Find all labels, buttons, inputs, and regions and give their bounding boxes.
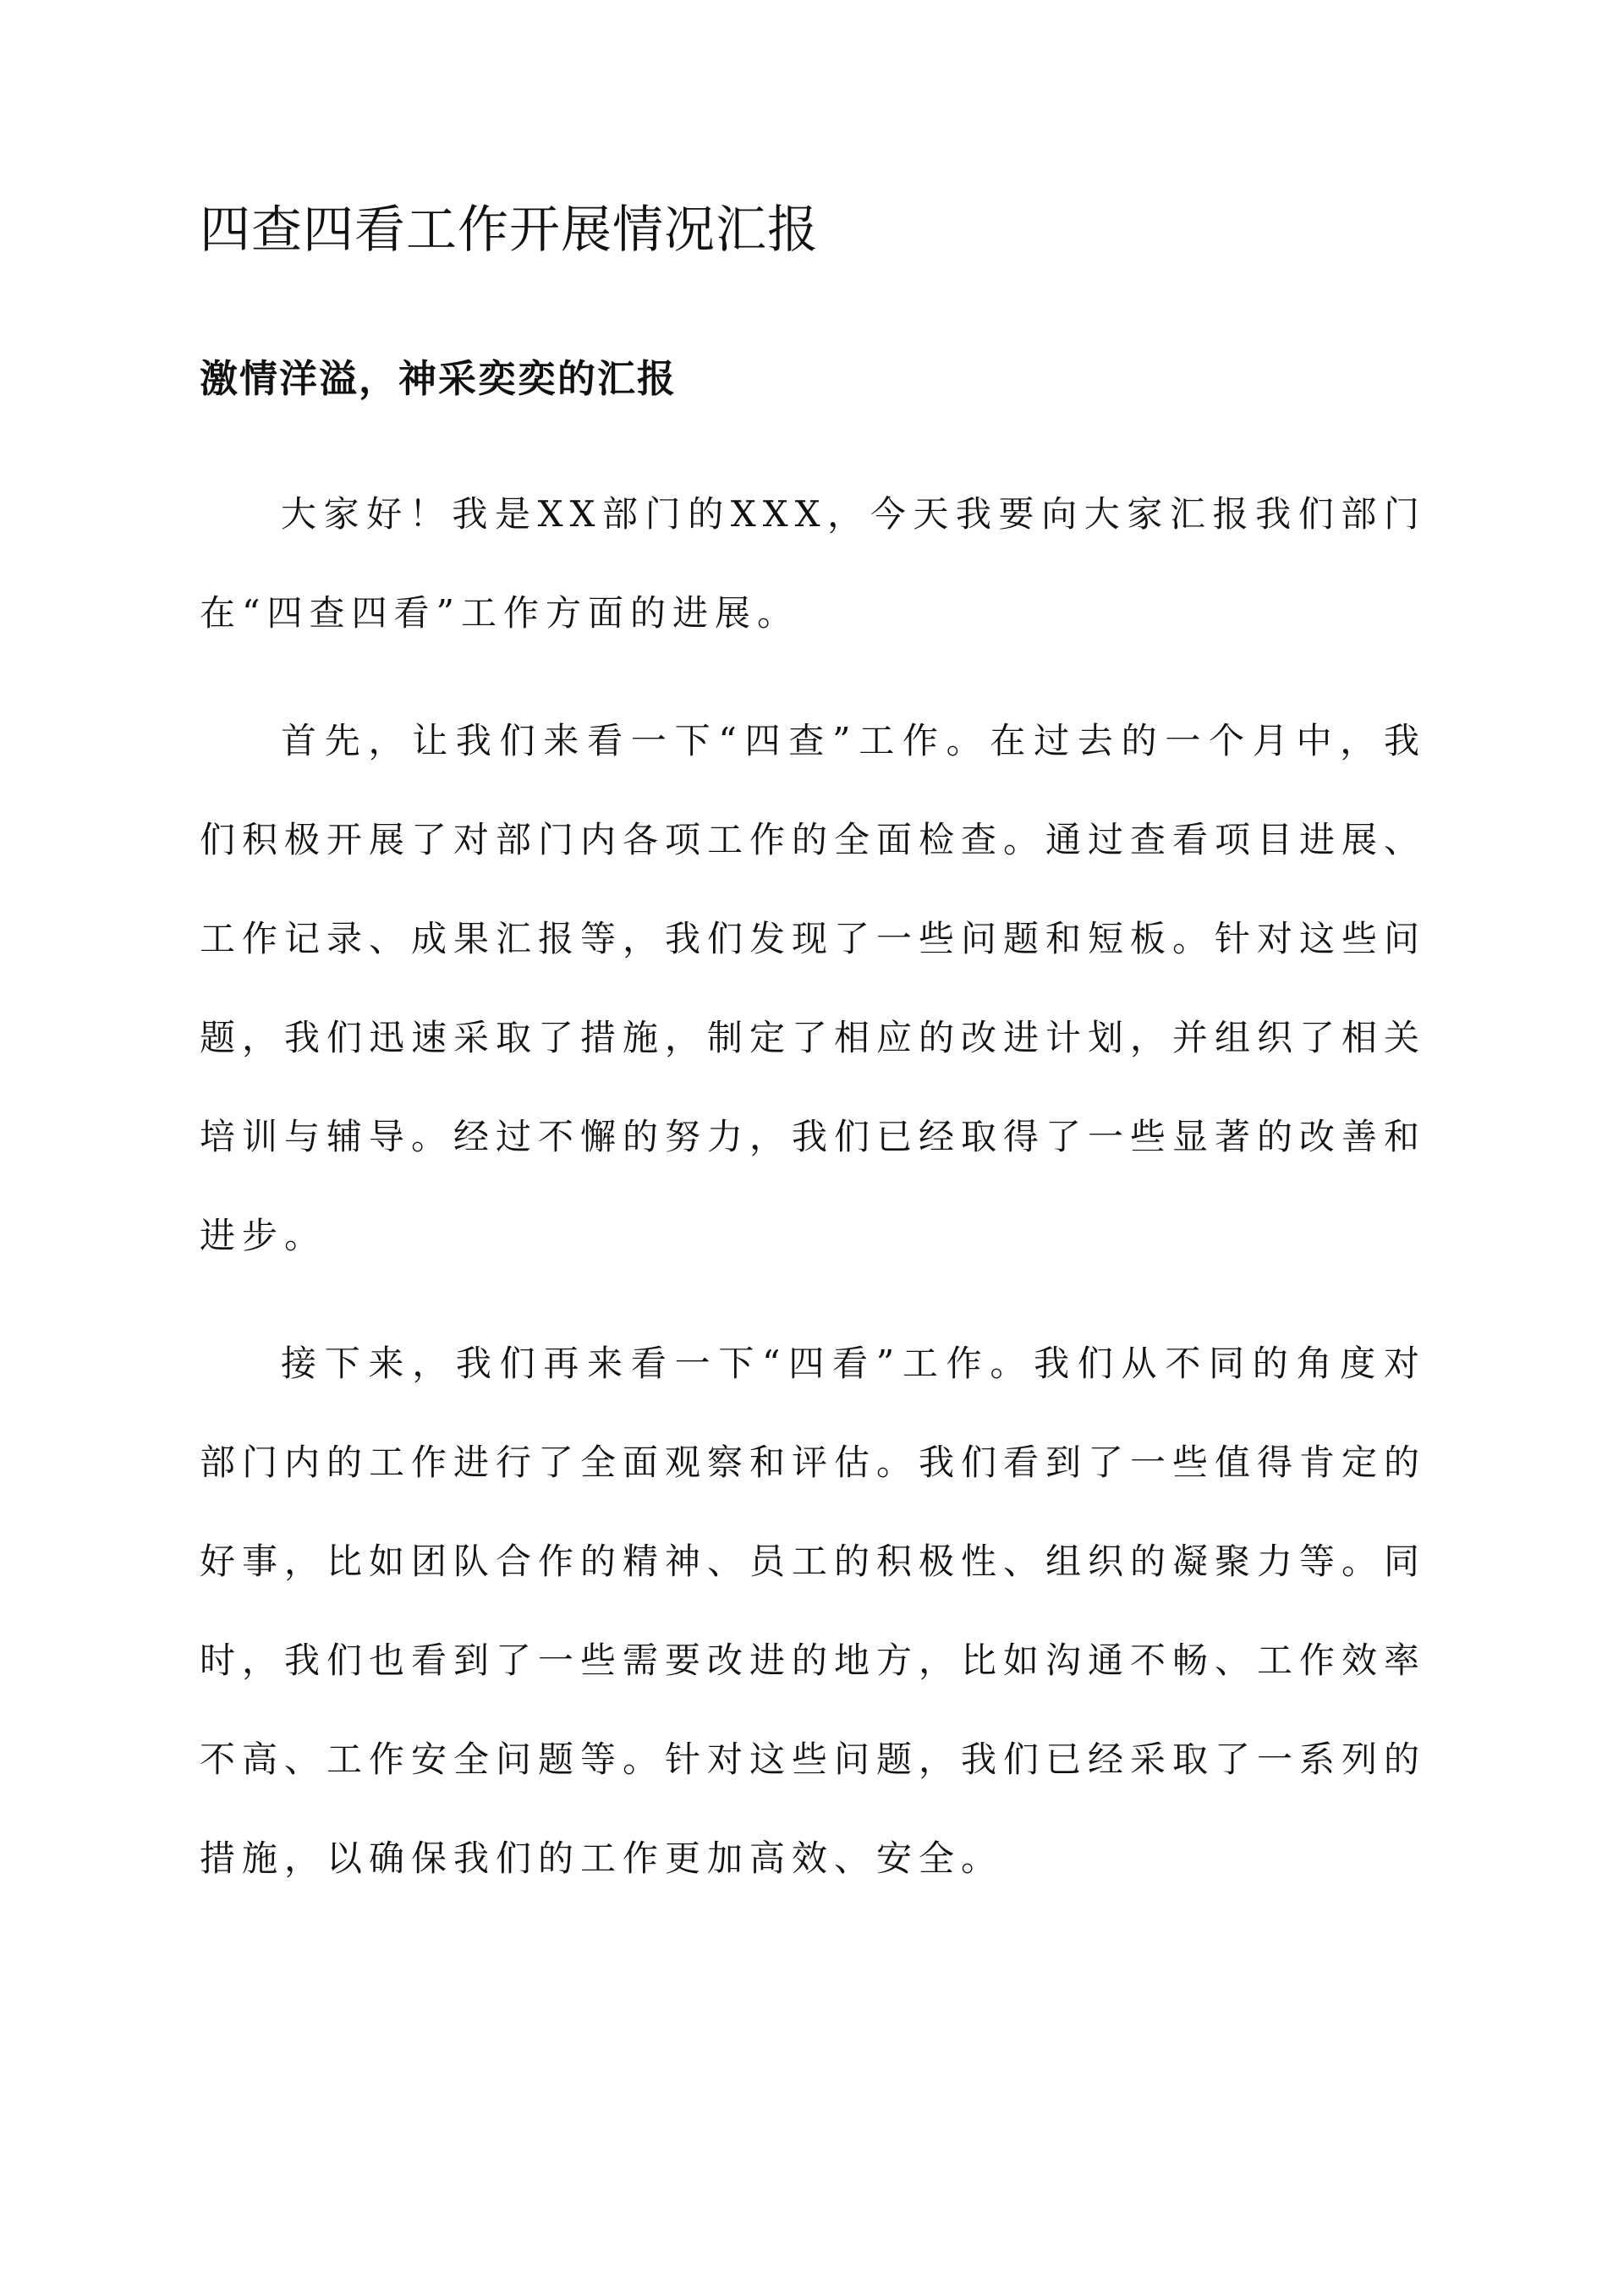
document-title: 四查四看工作开展情况汇报 (200, 200, 819, 260)
document-subtitle: 激情洋溢，神采奕奕的汇报 (200, 356, 678, 401)
paragraph-four-looks: 接下来，我们再来看一下“四看”工作。我们从不同的角度对部门内的工作进行了全面观察和评估。我们看到了一些值得肯定的好事，比如团队合作的精神、员工的积极性、组织的凝聚力等。同时，我们也看到了一些需要改进的地方，比如沟通不畅、工作效率不高、工作安全问题等。针对这些问题，我们已经采取了一系列的措施，以确保我们的工作更加高效、安全。 (200, 1343, 1427, 1879)
paragraph-four-checks: 首先，让我们来看一下“四查”工作。在过去的一个月中，我们积极开展了对部门内各项工作的全面检查。通过查看项目进展、工作记录、成果汇报等，我们发现了一些问题和短板。针对这些问题，我们迅速采取了措施，制定了相应的改进计划，并组织了相关培训与辅导。经过不懈的努力，我们已经取得了一些显著的改善和进步。 (200, 720, 1427, 1256)
paragraph-intro: 大家好！我是XX部门的XXX，今天我要向大家汇报我们部门在“四查四看”工作方面的进展。 (200, 493, 1426, 634)
